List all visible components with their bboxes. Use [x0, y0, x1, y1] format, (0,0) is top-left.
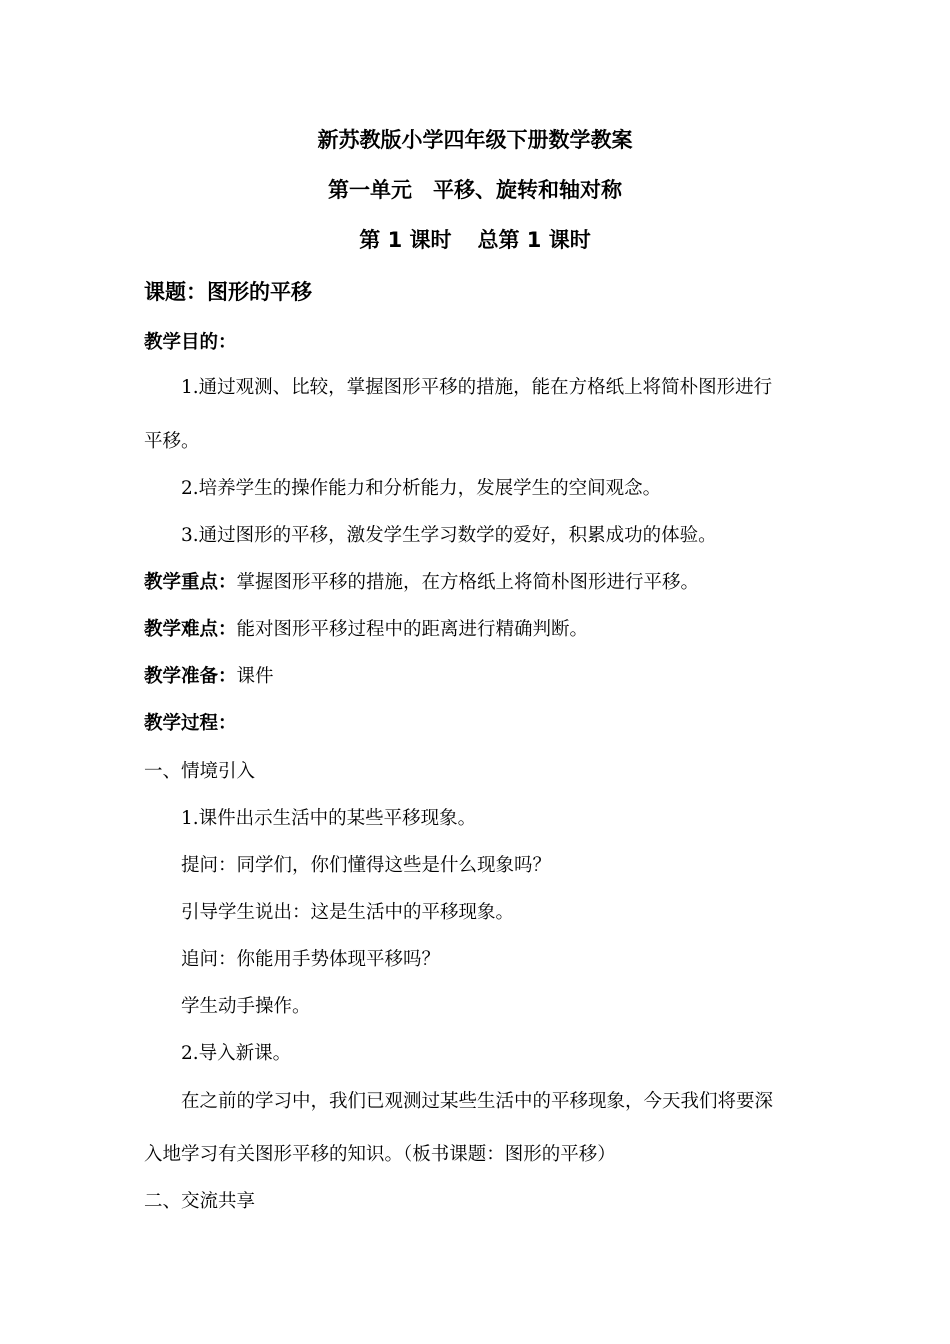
section-2-heading: 二、交流共享 [144, 1191, 256, 1212]
key-point-value: 掌握图形平移的措施，在方格纸上将简朴图形进行平移。 [236, 572, 700, 593]
objective-2: 2.培养学生的操作能力和分析能力，发展学生的空间观念。 [181, 478, 662, 499]
objective-1-line-1: 1.通过观测、比较，掌握图形平移的措施，能在方格纸上将简朴图形进行 [181, 377, 773, 398]
section-1-item-1: 1.课件出示生活中的某些平移现象。 [181, 808, 477, 829]
difficulty-line [144, 618, 950, 642]
preparation-label: 教学准备： [144, 666, 237, 687]
section-1-question-1: 提问：同学们，你们懂得这些是什么现象吗？ [181, 855, 552, 876]
objectives-label: 教学目的： [144, 332, 237, 353]
section-1-paragraph-line-1: 在之前的学习中，我们已观测过某些生活中的平移现象，今天我们将要深 [181, 1091, 774, 1112]
topic-label: 课题： [144, 280, 207, 304]
unit-heading: 第一单元 平移、旋转和轴对称 [328, 178, 622, 202]
topic-line [144, 278, 950, 306]
section-1-answer-2: 学生动手操作。 [181, 996, 311, 1017]
lesson-total: 总第 1 课时 [477, 228, 591, 252]
section-1-heading: 一、情境引入 [144, 761, 256, 782]
lesson-number: 第 1 课时 [359, 228, 452, 252]
section-1-paragraph-line-2: 入地学习有关图形平移的知识。（板书课题：图形的平移） [144, 1144, 616, 1165]
lesson-heading [0, 226, 950, 254]
objective-3: 3.通过图形的平移，激发学生学习数学的爱好，积累成功的体验。 [181, 525, 717, 546]
difficulty-value: 能对图形平移过程中的距离进行精确判断。 [236, 619, 589, 640]
section-1-item-2: 2.导入新课。 [181, 1043, 292, 1064]
preparation-value: 课件 [236, 666, 274, 687]
difficulty-label: 教学难点： [144, 619, 237, 640]
process-label: 教学过程： [144, 713, 237, 734]
objective-1-line-2: 平移。 [144, 431, 200, 452]
key-point-line [144, 571, 950, 595]
document-title: 新苏教版小学四年级下册数学教案 [317, 128, 633, 152]
topic-value: 图形的平移 [207, 280, 312, 304]
preparation-line [144, 665, 950, 689]
key-point-label: 教学重点： [144, 572, 237, 593]
section-1-answer-1: 引导学生说出：这是生活中的平移现象。 [181, 902, 515, 923]
section-1-question-2: 追问：你能用手势体现平移吗？ [181, 949, 441, 970]
